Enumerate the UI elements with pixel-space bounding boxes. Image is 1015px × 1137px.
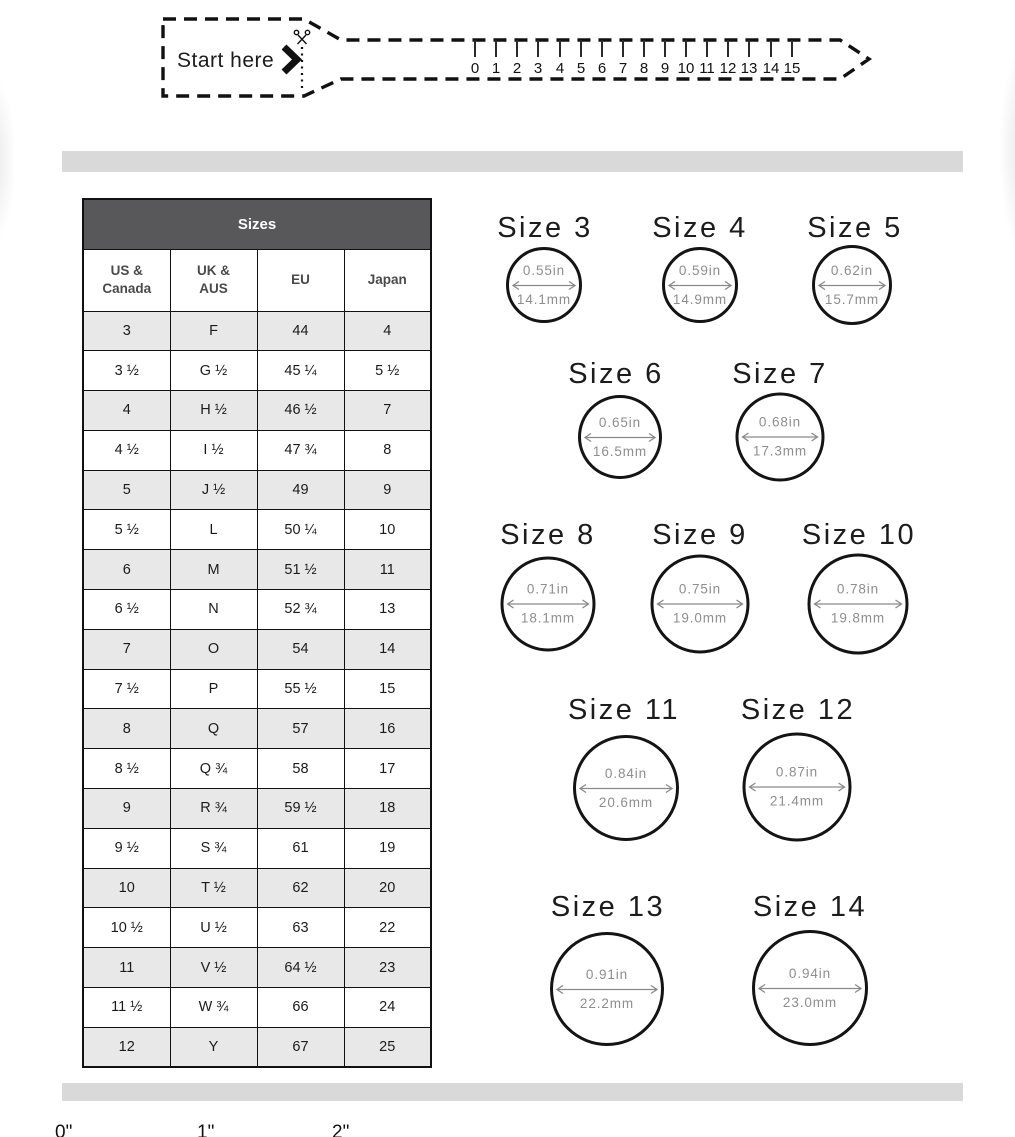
table-cell: 4 (83, 391, 170, 431)
ruler-tick-label: 10 (677, 60, 695, 77)
ring-diameter-inches: 0.78in (836, 581, 880, 597)
diameter-arrow-icon (507, 599, 590, 610)
table-cell: 66 (257, 988, 344, 1028)
ruler-tick-label: 2 (512, 60, 522, 77)
ruler-tick-label: 9 (660, 60, 670, 77)
table-cell: R ¾ (170, 789, 257, 829)
chevron-right-icon (284, 47, 297, 72)
ring-size-title: Size 11 (567, 694, 681, 726)
table-row (83, 828, 431, 868)
ruler-tick-label: 15 (783, 60, 801, 77)
ruler-tick-label: 6 (597, 60, 607, 77)
table-row (83, 430, 431, 470)
table-row (83, 590, 431, 630)
table-cell: O (170, 629, 257, 669)
table-cell: 62 (257, 868, 344, 908)
divider-bottom (62, 1083, 963, 1101)
table-cell: 4 ½ (83, 430, 170, 470)
table-cell: S ¾ (170, 828, 257, 868)
table-cell: 45 ¼ (257, 351, 344, 391)
ring-diameter-inches: 0.75in (678, 581, 722, 597)
table-cell: 64 ½ (257, 948, 344, 988)
ring-sizer-ruler (0, 0, 1015, 112)
ruler-tick-label: 0 (470, 60, 480, 77)
ring-diameter-mm: 17.3mm (752, 443, 808, 459)
table-cell: L (170, 510, 257, 550)
ring-circle (662, 247, 738, 323)
table-cell: 8 (344, 430, 431, 470)
table-cell: 16 (344, 709, 431, 749)
table-cell: P (170, 669, 257, 709)
table-cell: 63 (257, 908, 344, 948)
diameter-arrow-icon (814, 599, 903, 610)
ring-size-title: Size 14 (752, 891, 868, 923)
ring-size-title: Size 4 (652, 212, 748, 244)
table-row (83, 510, 431, 550)
table-row (83, 988, 431, 1028)
table-cell: 10 ½ (83, 908, 170, 948)
table-cell: 22 (344, 908, 431, 948)
column-header-us-canada: US & Canada (83, 249, 170, 311)
table-cell: 5 ½ (344, 351, 431, 391)
ring-size-title: Size 7 (732, 358, 828, 390)
table-cell: 4 (344, 311, 431, 351)
table-cell: 7 (83, 629, 170, 669)
table-cell: 8 ½ (83, 749, 170, 789)
table-row (83, 1027, 431, 1067)
diameter-arrow-icon (818, 280, 886, 291)
table-row (83, 749, 431, 789)
ring-circle (578, 395, 662, 479)
diameter-arrow-icon (758, 983, 862, 994)
table-cell: 3 ½ (83, 351, 170, 391)
table-cell: 50 ¼ (257, 510, 344, 550)
table-cell: 9 (344, 470, 431, 510)
table-cell: 52 ¾ (257, 590, 344, 630)
table-cell: 61 (257, 828, 344, 868)
table-row (83, 709, 431, 749)
table-cell: N (170, 590, 257, 630)
table-cell: 44 (257, 311, 344, 351)
ring-diameter-mm: 21.4mm (769, 793, 825, 809)
table-cell: 20 (344, 868, 431, 908)
table-cell: 54 (257, 629, 344, 669)
ring-circle (506, 247, 582, 323)
ring-circle (651, 555, 750, 654)
table-cell: 8 (83, 709, 170, 749)
ring-circle (752, 930, 868, 1046)
table-cell: 25 (344, 1027, 431, 1067)
ruler-tick-label: 11 (699, 60, 715, 77)
diameter-arrow-icon (512, 280, 576, 291)
table-cell: Q (170, 709, 257, 749)
table-cell: 5 (83, 470, 170, 510)
column-header-japan: Japan (344, 249, 431, 311)
table-title: Sizes (83, 199, 431, 249)
table-cell: 55 ½ (257, 669, 344, 709)
ring-size-title: Size 12 (740, 694, 856, 726)
table-cell: 3 (83, 311, 170, 351)
table-cell: 24 (344, 988, 431, 1028)
ring-circle (808, 554, 909, 655)
ring-diameter-mm: 20.6mm (598, 794, 654, 810)
table-cell: M (170, 550, 257, 590)
ruler-tick-label: 7 (618, 60, 628, 77)
ruler-tick-label: 8 (639, 60, 649, 77)
diameter-arrow-icon (657, 599, 744, 610)
column-header-uk-aus: UK & AUS (170, 249, 257, 311)
ring-diameter-mm: 16.5mm (592, 443, 648, 459)
divider-top (62, 151, 963, 172)
ring-diameter-mm: 14.9mm (672, 291, 728, 307)
table-cell: J ½ (170, 470, 257, 510)
column-header-eu: EU (257, 249, 344, 311)
table-cell: W ¾ (170, 988, 257, 1028)
ring-diameter-mm: 23.0mm (782, 994, 838, 1010)
ring-size-title: Size 3 (497, 212, 593, 244)
ring-circle (501, 557, 596, 652)
table-row (83, 669, 431, 709)
table-row (83, 311, 431, 351)
ring-diameter-inches: 0.71in (526, 581, 570, 597)
table-cell: 57 (257, 709, 344, 749)
table-row (83, 470, 431, 510)
ring-diameter-inches: 0.91in (585, 966, 629, 982)
table-cell: Q ¾ (170, 749, 257, 789)
scissors-icon (294, 30, 309, 44)
inch-label-2: 2" (332, 1122, 350, 1137)
ruler-tick-label: 3 (533, 60, 543, 77)
inch-label-1: 1" (197, 1122, 215, 1137)
ring-diameter-inches: 0.94in (788, 965, 832, 981)
ruler-tick-label: 1 (491, 60, 501, 77)
ring-diameter-mm: 19.8mm (830, 610, 886, 626)
table-cell: 49 (257, 470, 344, 510)
ring-diameter-inches: 0.55in (522, 262, 566, 278)
table-cell: 11 (83, 948, 170, 988)
table-cell: 51 ½ (257, 550, 344, 590)
inch-label-0: 0" (55, 1122, 73, 1137)
table-row (83, 948, 431, 988)
ring-size-title: Size 9 (652, 519, 748, 551)
diameter-arrow-icon (668, 280, 732, 291)
ring-diameter-mm: 19.0mm (672, 610, 728, 626)
ring-diameter-inches: 0.68in (758, 414, 802, 430)
diameter-arrow-icon (579, 783, 673, 794)
diameter-arrow-icon (584, 432, 656, 443)
table-cell: H ½ (170, 391, 257, 431)
ring-diameter-mm: 14.1mm (516, 291, 572, 307)
ring-diameter-inches: 0.84in (604, 765, 648, 781)
start-here-label: Start here (177, 49, 275, 72)
ring-diameter-inches: 0.87in (775, 764, 819, 780)
table-cell: 14 (344, 629, 431, 669)
table-cell: 13 (344, 590, 431, 630)
table-cell: 7 ½ (83, 669, 170, 709)
table-row (83, 391, 431, 431)
table-cell: Y (170, 1027, 257, 1067)
ring-diameter-mm: 15.7mm (824, 291, 880, 307)
table-cell: 7 (344, 391, 431, 431)
ring-diameter-mm: 22.2mm (579, 995, 635, 1011)
table-row (83, 868, 431, 908)
diameter-arrow-icon (556, 984, 658, 995)
ruler-tick-label: 13 (740, 60, 758, 77)
sizes-table (82, 198, 432, 1068)
table-cell: 47 ¾ (257, 430, 344, 470)
ring-size-title: Size 8 (500, 519, 596, 551)
ring-diameter-inches: 0.59in (678, 262, 722, 278)
diameter-arrow-icon (742, 432, 819, 443)
ring-size-title: Size 6 (568, 358, 664, 390)
diameter-arrow-icon (749, 782, 846, 793)
ring-circle (736, 393, 825, 482)
table-row (83, 789, 431, 829)
ring-circle (743, 733, 852, 842)
table-cell: 17 (344, 749, 431, 789)
table-cell: 9 ½ (83, 828, 170, 868)
table-cell: 11 (344, 550, 431, 590)
ruler-tick-label: 12 (719, 60, 737, 77)
table-cell: 18 (344, 789, 431, 829)
ruler-tick-label: 5 (576, 60, 586, 77)
table-row (83, 550, 431, 590)
table-row (83, 351, 431, 391)
ruler-ticks (471, 40, 801, 77)
table-cell: 10 (83, 868, 170, 908)
table-cell: 59 ½ (257, 789, 344, 829)
table-cell: F (170, 311, 257, 351)
ring-size-title: Size 5 (807, 212, 903, 244)
table-cell: 5 ½ (83, 510, 170, 550)
ring-size-title: Size 10 (801, 519, 917, 551)
ruler-tick-label: 14 (762, 60, 780, 77)
table-row (83, 908, 431, 948)
table-cell: 6 ½ (83, 590, 170, 630)
table-cell: 9 (83, 789, 170, 829)
table-cell: 6 (83, 550, 170, 590)
ruler-tick-label: 4 (555, 60, 565, 77)
table-cell: 11 ½ (83, 988, 170, 1028)
table-cell: 19 (344, 828, 431, 868)
table-cell: 46 ½ (257, 391, 344, 431)
ring-diameter-inches: 0.62in (830, 262, 874, 278)
table-cell: 12 (83, 1027, 170, 1067)
ring-circle (573, 735, 679, 841)
table-cell: 15 (344, 669, 431, 709)
ring-size-title: Size 13 (550, 891, 666, 923)
table-cell: 58 (257, 749, 344, 789)
table-cell: V ½ (170, 948, 257, 988)
table-cell: U ½ (170, 908, 257, 948)
table-title-row (83, 199, 431, 249)
table-cell: G ½ (170, 351, 257, 391)
table-cell: 10 (344, 510, 431, 550)
ring-circle (812, 245, 892, 325)
ring-diameter-inches: 0.65in (598, 414, 642, 430)
table-cell: 23 (344, 948, 431, 988)
ring-diameter-mm: 18.1mm (520, 610, 576, 626)
table-column-header-row (83, 249, 431, 311)
table-cell: I ½ (170, 430, 257, 470)
ring-circle (550, 932, 664, 1046)
table-cell: 67 (257, 1027, 344, 1067)
table-row (83, 629, 431, 669)
table-cell: T ½ (170, 868, 257, 908)
